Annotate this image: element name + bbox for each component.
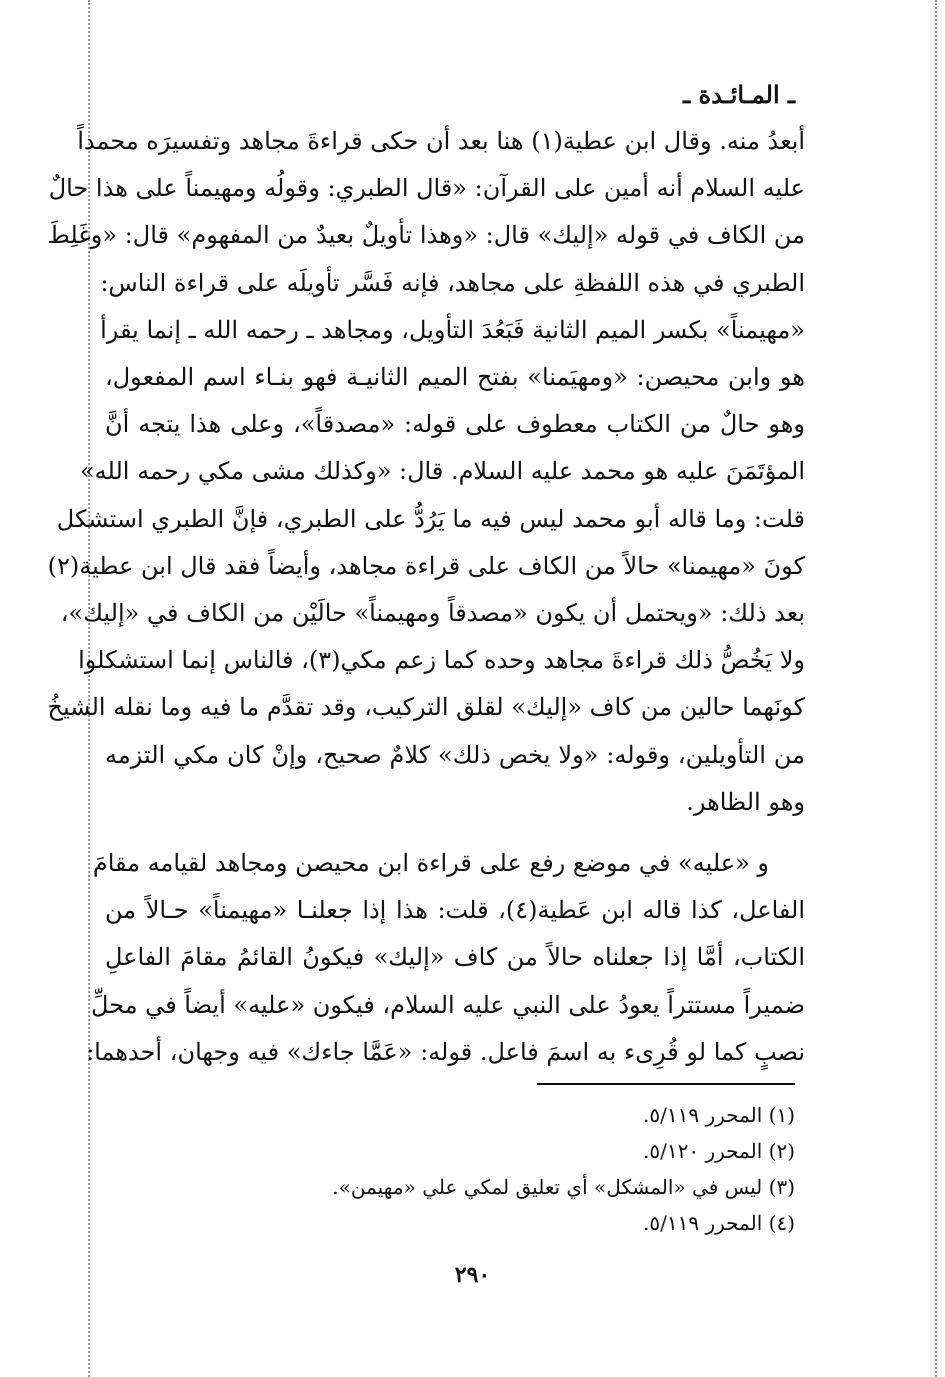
text-line: المؤتَمَنَ عليه هو محمد عليه السلام. قال: «وكذلك مشى مكي رحمه الله» [80, 457, 805, 486]
text-line: نصبٍ كما لو قُرِىء به اسمَ فاعل. قوله: «عَمَّا جاءك» فيه وجهان، أحدهما: [86, 1037, 805, 1066]
text-line: أبعدُ منه. وقال ابن عطية(١) هنا بعد أن حكى قراءةَ مجاهد وتفسيرَه محمداً [77, 127, 805, 155]
text-line: «مهيمناً» بكسر الميم الثانية فَبَعُدَ التأويل، ومجاهد ـ رحمه الله ـ إنما يقرأ [100, 315, 805, 344]
text-line: قلت: وما قاله أبو محمد ليس فيه ما يَرُدُّ على الطبري، فإنَّ الطبري استشكل [56, 504, 805, 533]
text-line: كونَ «مهيمنا» حالاً من الكاف على قراءة مجاهد، وأيضاً فقد قال ابن عطية(٢) [47, 551, 805, 580]
footnote: (١) المحرر ٥/١١٩. [643, 1103, 795, 1127]
text-line: الفاعل، كذا قاله ابن عَطية(٤)، قلت: هذا إذا جعلنـا «مهيمناً» حـالاً من [105, 896, 806, 925]
text-line: هو وابن محيصن: «ومهيَمنا» بفتح الميم الثانيـة فهو بنـاء اسم المفعول، [105, 363, 805, 392]
footnote: (٣) ليس في «المشكل» أي تعليق لمكي علي «مهيمن». [332, 1175, 795, 1199]
text-line: الطبري في هذه اللفظةِ على مجاهد، فإنه فَسَّر تأويلَه على قراءة الناس: [100, 268, 805, 297]
page-number: ٢٩٠ [454, 1262, 491, 1288]
paragraph-2 [86, 840, 806, 1076]
text-line: و «عليه» في موضع رفع على قراءة ابن محيصن ومجاهد لقيامه مقامَ [92, 849, 769, 878]
text-line: عليه السلام أنه أمين على القرآن: «قال الطبري: وقولُه ومهيمناً على هذا حالٌ [48, 174, 805, 203]
right-margin-dots [935, 0, 937, 1377]
text-line: من التأويلين، وقوله: «ولا يخص ذلك» كلامٌ صحيح، وإنْ كان مكي التزمه [105, 740, 805, 769]
text-line: الكتاب، أمَّا إذا جعلناه حالاً من كاف «إليك» فيكونُ القائمُ مقامَ الفاعلِ [105, 943, 805, 972]
text-line: ولا يَخُصُّ ذلك قراءةَ مجاهد وحده كما زعم مكي(٣)، فالناس إنما استشكلوا [78, 646, 805, 675]
main-text [47, 118, 806, 1076]
running-header: ـ المـائـدة ـ [683, 80, 795, 109]
text-line: بعد ذلك: «ويحتمل أن يكون «مصدقاً ومهيمناً» حالَيْن من الكاف في «إليك»، [60, 599, 805, 628]
text-line: ضميراً مستتراً يعودُ على النبي عليه السلام، فيكون «عليه» أيضاً في محلِّ [91, 990, 805, 1019]
footnote: (٤) المحرر ٥/١١٩. [643, 1211, 795, 1235]
text-line: من الكاف في قوله «إليك» قال: «وهذا تأويلٌ بعيدٌ من المفهوم» قال: «وغَلِطَ [47, 221, 805, 250]
text-line: وهو الظاهر. [686, 787, 805, 816]
footnote-separator [537, 1083, 795, 1085]
footnote: (٢) المحرر ٥/١٢٠. [643, 1139, 795, 1163]
paragraph-1 [47, 118, 805, 826]
footnotes [145, 1097, 795, 1241]
text-line: وهو حالٌ من الكتاب معطوف على قوله: «مصدقاً»، وعلى هذا يتجه أنَّ [105, 410, 805, 439]
text-line: كونَهما حالين من كاف «إليك» لقلق التركيب، وقد تقدَّم ما فيه وما نقله الشيخُ [47, 693, 805, 722]
